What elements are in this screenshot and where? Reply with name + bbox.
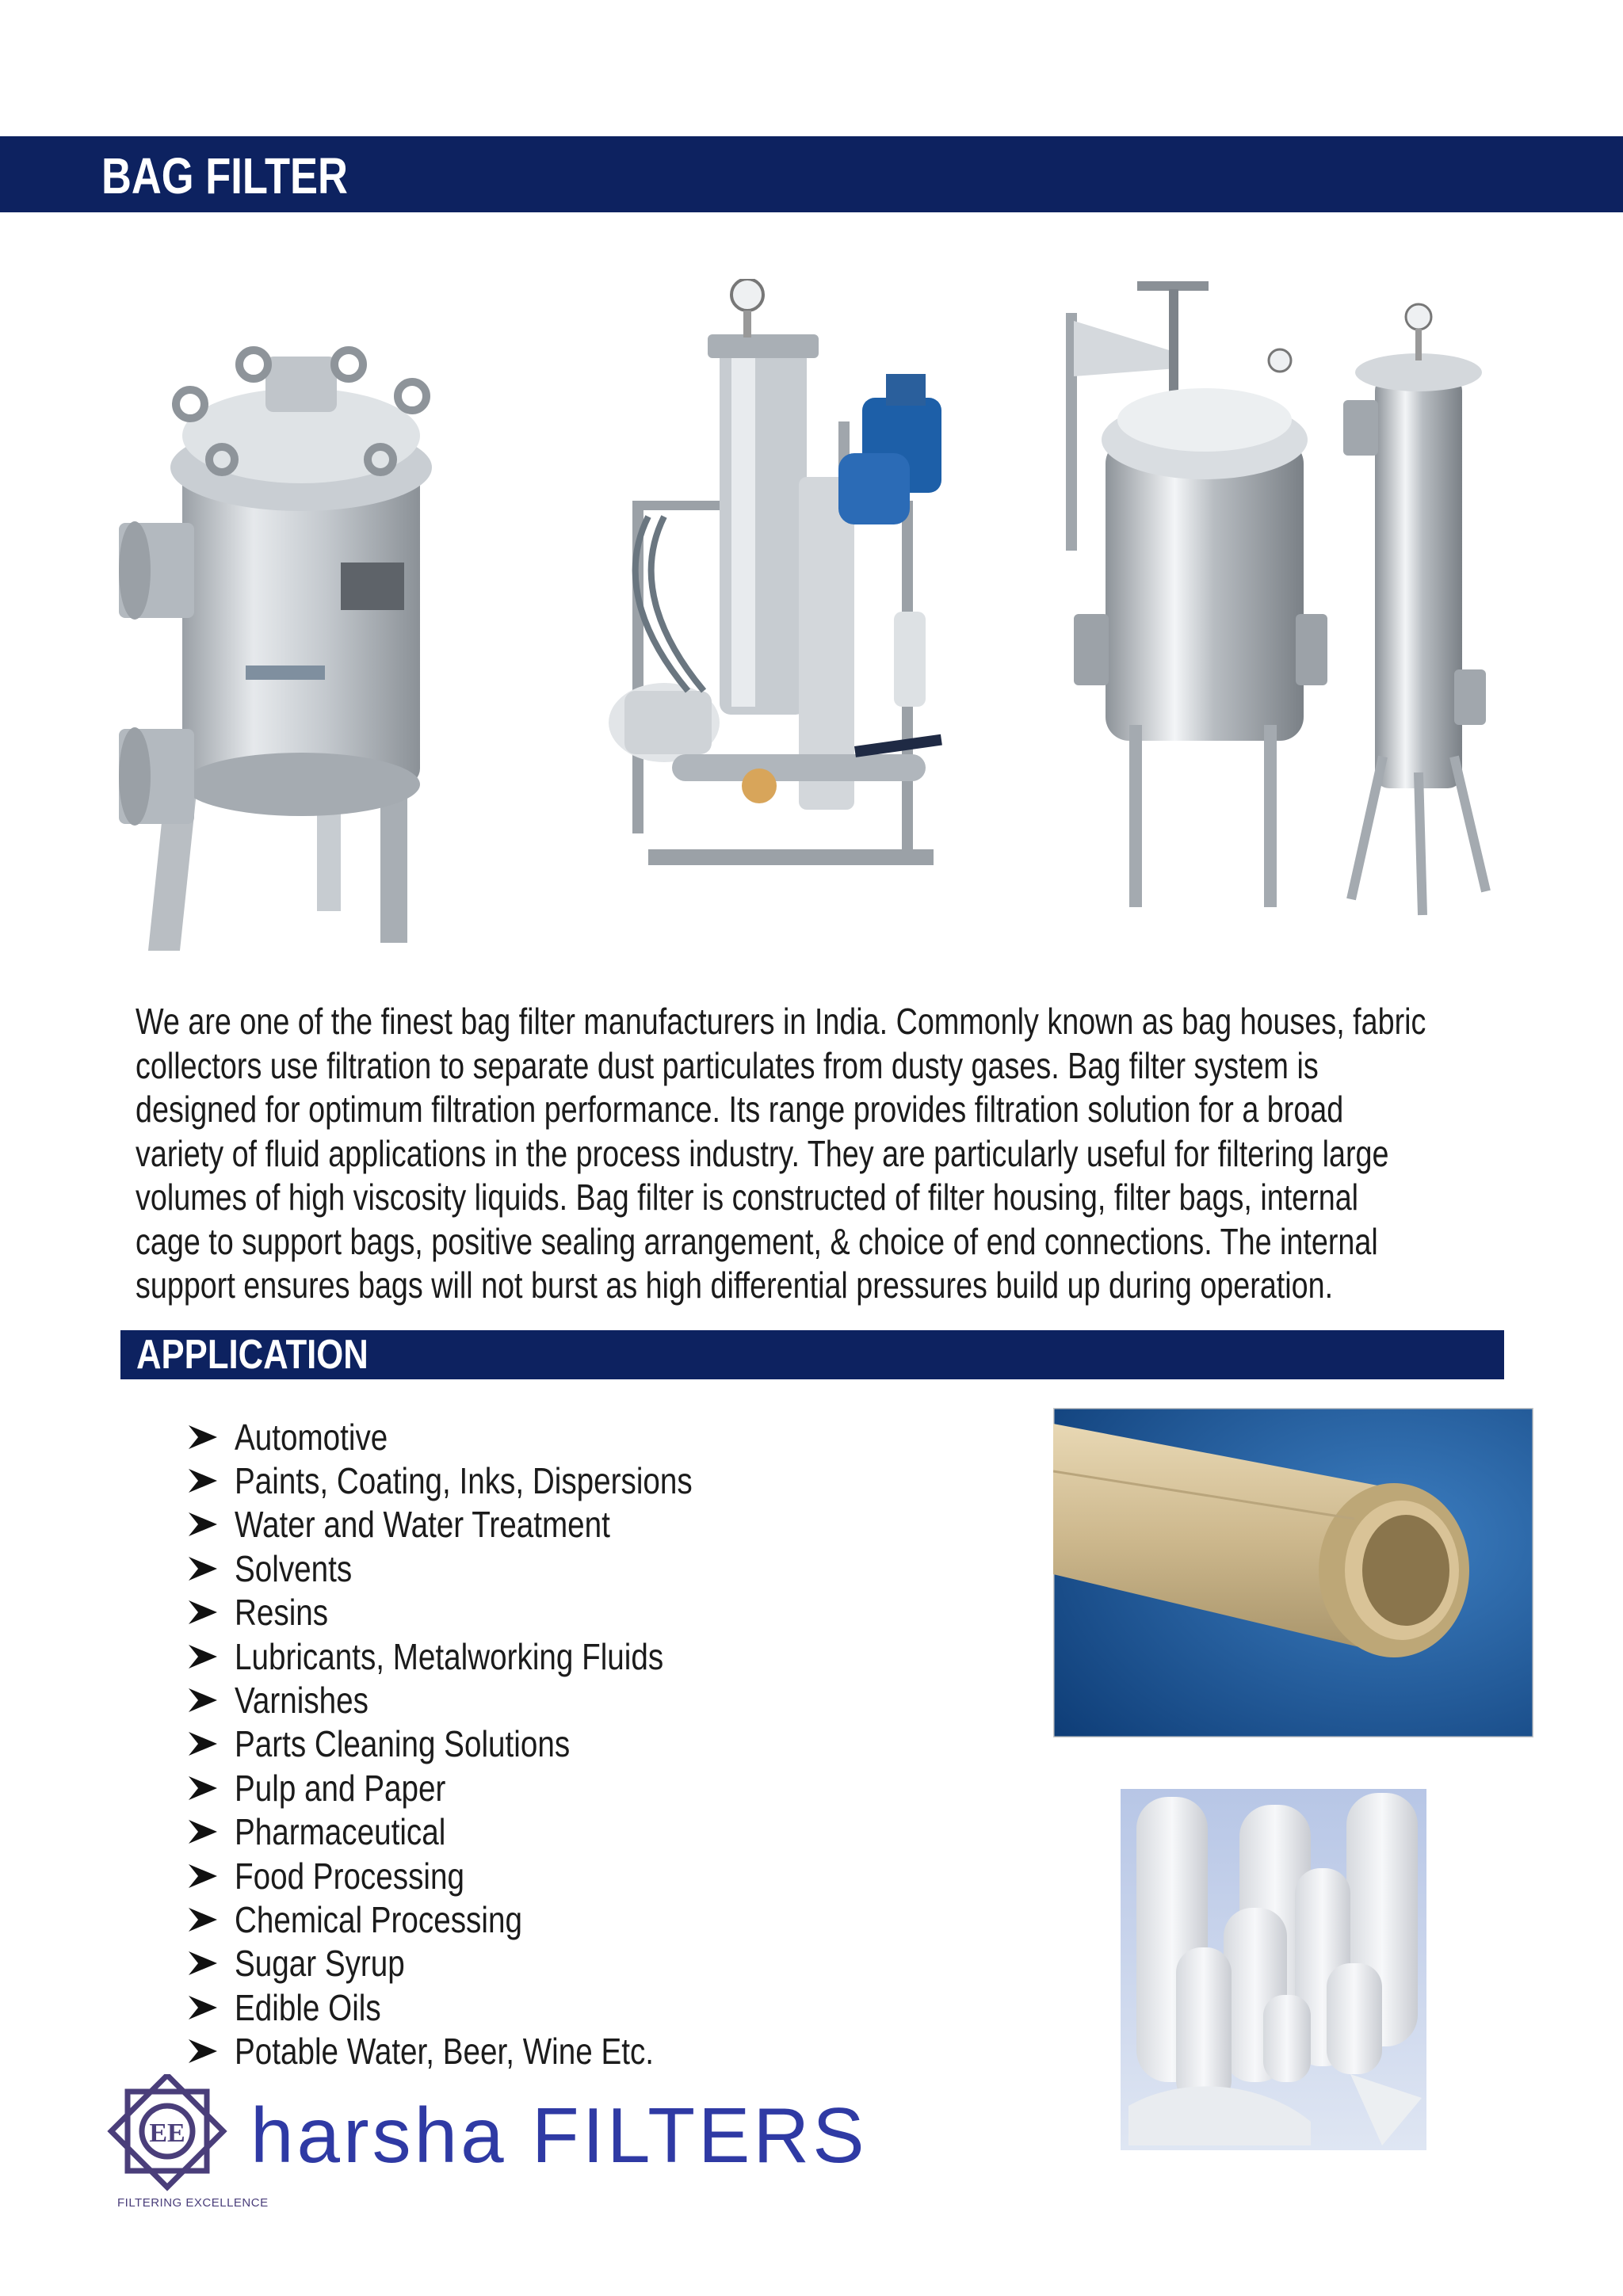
list-item: Food Processing [187, 1854, 780, 1897]
arrow-bullet-icon [187, 1687, 219, 1714]
arrow-bullet-icon [187, 1730, 219, 1757]
brand-name: harsha FILTERS [250, 2092, 868, 2179]
arrow-bullet-icon [187, 1950, 219, 1977]
arrow-bullet-icon [187, 1863, 219, 1890]
arrow-bullet-icon [187, 1599, 219, 1626]
logo-tagline: FILTERING EXCELLENCE [117, 2196, 269, 2210]
arrow-bullet-icon [187, 1424, 219, 1451]
page-title: BAG FILTER [101, 147, 348, 204]
list-item: Parts Cleaning Solutions [187, 1722, 780, 1766]
filter-bags-image [1121, 1789, 1426, 2150]
list-item: Solvents [187, 1547, 780, 1590]
list-item: Potable Water, Beer, Wine Etc. [187, 2029, 780, 2073]
arrow-bullet-icon [187, 1555, 219, 1582]
intro-line: cage to support bags, positive sealing arrangement, & choice of end connections. The internal [136, 1220, 1378, 1262]
arrow-bullet-icon [187, 1906, 219, 1933]
arrow-bullet-icon [187, 1994, 219, 2021]
list-item: Automotive [187, 1415, 780, 1459]
list-item: Pharmaceutical [187, 1810, 780, 1854]
harsha-logo-icon [105, 2074, 230, 2193]
list-item: Lubricants, Metalworking Fluids [187, 1634, 780, 1678]
list-item: Water and Water Treatment [187, 1503, 780, 1547]
arrow-bullet-icon [187, 1775, 219, 1802]
list-item: Edible Oils [187, 1985, 780, 2029]
intro-line: collectors use filtration to separate dust particulates from dusty gases. Bag filter system is [136, 1044, 1319, 1086]
intro-line: We are one of the finest bag filter manufacturers in India. Commonly known as bag houses, fabric [136, 1001, 1426, 1042]
arrow-bullet-icon [187, 2038, 219, 2065]
list-item: Pulp and Paper [187, 1766, 780, 1810]
intro-line: designed for optimum filtration performance. Its range provides filtration solution for a broad [136, 1089, 1344, 1130]
svg-text:EE: EE [149, 2119, 185, 2148]
arrow-bullet-icon [187, 1643, 219, 1670]
intro-line: variety of fluid applications in the process industry. They are particularly useful for filtering large [136, 1132, 1389, 1174]
arrow-bullet-icon [187, 1818, 219, 1845]
application-header [120, 1330, 1504, 1379]
skid-mounted-filter-image [601, 279, 981, 897]
intro-paragraph [136, 1000, 1546, 1308]
intro-line: volumes of high viscosity liquids. Bag filter is constructed of filter housing, filter bags, internal [136, 1177, 1359, 1218]
application-list [187, 1415, 780, 2073]
application-title: APPLICATION [136, 1332, 369, 1378]
filter-sleeve-image [1053, 1408, 1533, 1737]
list-item: Resins [187, 1591, 780, 1634]
list-item: Varnishes [187, 1678, 780, 1722]
list-item: Paints, Coating, Inks, Dispersions [187, 1459, 780, 1502]
title-bar [0, 136, 1623, 212]
arrow-bullet-icon [187, 1467, 219, 1494]
list-item: Sugar Syrup [187, 1942, 780, 1985]
bag-filter-housing-image [119, 325, 468, 959]
polished-filter-pair-image [1058, 281, 1502, 931]
list-item: Chemical Processing [187, 1897, 780, 1941]
intro-line: support ensures bags will not burst as high differential pressures build up during operation. [136, 1264, 1334, 1306]
arrow-bullet-icon [187, 1511, 219, 1538]
